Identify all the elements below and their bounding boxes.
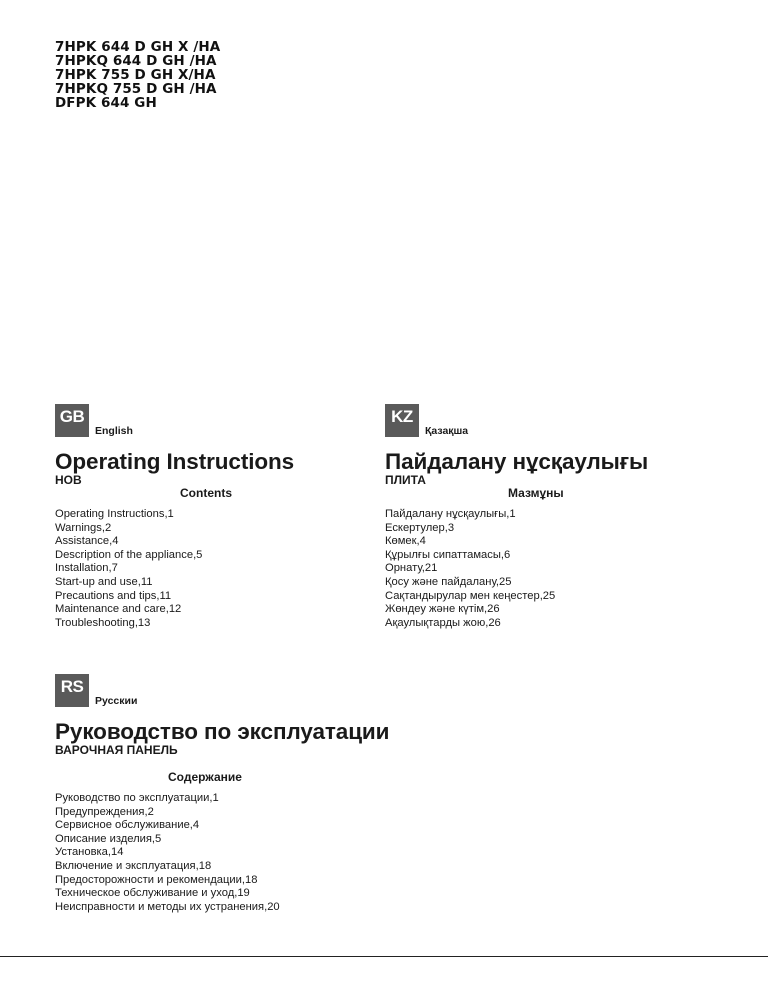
language-code-badge: GB bbox=[55, 404, 89, 437]
toc-item[interactable]: Operating Instructions,1 bbox=[55, 508, 174, 520]
toc-item[interactable]: Сервисное обслуживание,4 bbox=[55, 819, 200, 832]
language-name: Қазақша bbox=[425, 425, 469, 437]
table-of-contents bbox=[55, 792, 389, 914]
toc-item[interactable]: Description of the appliance,5 bbox=[55, 548, 203, 561]
toc-item[interactable]: Start-up and use,11 bbox=[55, 575, 153, 588]
contents-heading: Мазмұны bbox=[508, 486, 564, 500]
contents-heading: Содержание bbox=[168, 770, 242, 784]
manual-title: Operating Instructions bbox=[55, 449, 295, 474]
toc-item[interactable]: Maintenance and care,12 bbox=[55, 603, 182, 616]
toc-item[interactable]: Орнату,21 bbox=[385, 562, 438, 575]
toc-item[interactable]: Құрылғы сипаттамасы,6 bbox=[385, 548, 511, 561]
product-type: ПЛИТА bbox=[385, 473, 426, 487]
toc-item[interactable]: Предосторожности и рекомендации,18 bbox=[55, 873, 258, 886]
toc-item[interactable]: Включение и эксплуатация,18 bbox=[55, 859, 212, 872]
model-number: 7HPK 755 D GH X/HA bbox=[55, 67, 216, 83]
footer-divider bbox=[0, 956, 768, 957]
toc-item[interactable]: Жөндеу және күтім,26 bbox=[385, 603, 500, 616]
section-gb bbox=[55, 404, 294, 630]
language-header bbox=[55, 674, 389, 707]
toc-item[interactable]: Руководство по эксплуатации,1 bbox=[55, 792, 219, 804]
toc-item[interactable]: Қосу және пайдалану,25 bbox=[385, 575, 512, 588]
toc-item[interactable]: Предупреждения,2 bbox=[55, 805, 154, 818]
language-name: English bbox=[95, 425, 133, 437]
toc-item[interactable]: Техническое обслуживание и уход,19 bbox=[55, 887, 250, 900]
toc-item[interactable]: Ескертулер,3 bbox=[385, 521, 455, 534]
toc-item[interactable]: Пайдалану нұсқаулығы,1 bbox=[385, 508, 516, 520]
toc-item[interactable]: Troubleshooting,13 bbox=[55, 616, 151, 629]
toc-item[interactable]: Установка,14 bbox=[55, 846, 124, 859]
language-name: Русскии bbox=[95, 695, 138, 707]
toc-item[interactable]: Сақтандырулар мен кеңестер,25 bbox=[385, 589, 556, 602]
manual-title: Руководство по эксплуатации bbox=[55, 719, 390, 744]
manual-title: Пайдалану нұсқаулығы bbox=[385, 449, 649, 474]
language-header bbox=[55, 404, 294, 437]
model-list bbox=[55, 40, 220, 110]
table-of-contents bbox=[55, 508, 294, 630]
toc-item[interactable]: Көмек,4 bbox=[385, 535, 426, 548]
toc-item[interactable]: Precautions and tips,11 bbox=[55, 589, 172, 602]
section-rs bbox=[55, 674, 389, 914]
toc-item[interactable]: Ақаулықтарды жою,26 bbox=[385, 616, 501, 629]
model-number: DFPK 644 GH bbox=[55, 95, 157, 111]
toc-item[interactable]: Installation,7 bbox=[55, 562, 118, 575]
product-type: ВАРОЧНАЯ ПАНЕЛЬ bbox=[55, 743, 178, 757]
product-type: HOB bbox=[55, 473, 82, 487]
model-number: 7HPKQ 755 D GH /HA bbox=[55, 81, 217, 97]
toc-item[interactable]: Неисправности и методы их устранения,20 bbox=[55, 900, 280, 913]
model-number: 7HPKQ 644 D GH /HA bbox=[55, 53, 217, 69]
language-code-badge: KZ bbox=[385, 404, 419, 437]
toc-item[interactable]: Описание изделия,5 bbox=[55, 832, 162, 845]
contents-heading: Contents bbox=[180, 486, 232, 500]
table-of-contents bbox=[385, 508, 648, 630]
toc-item[interactable]: Assistance,4 bbox=[55, 535, 119, 548]
language-header bbox=[385, 404, 648, 437]
model-number: 7HPK 644 D GH X /HA bbox=[55, 39, 221, 55]
language-code-badge: RS bbox=[55, 674, 89, 707]
section-kz bbox=[385, 404, 648, 630]
toc-item[interactable]: Warnings,2 bbox=[55, 521, 112, 534]
